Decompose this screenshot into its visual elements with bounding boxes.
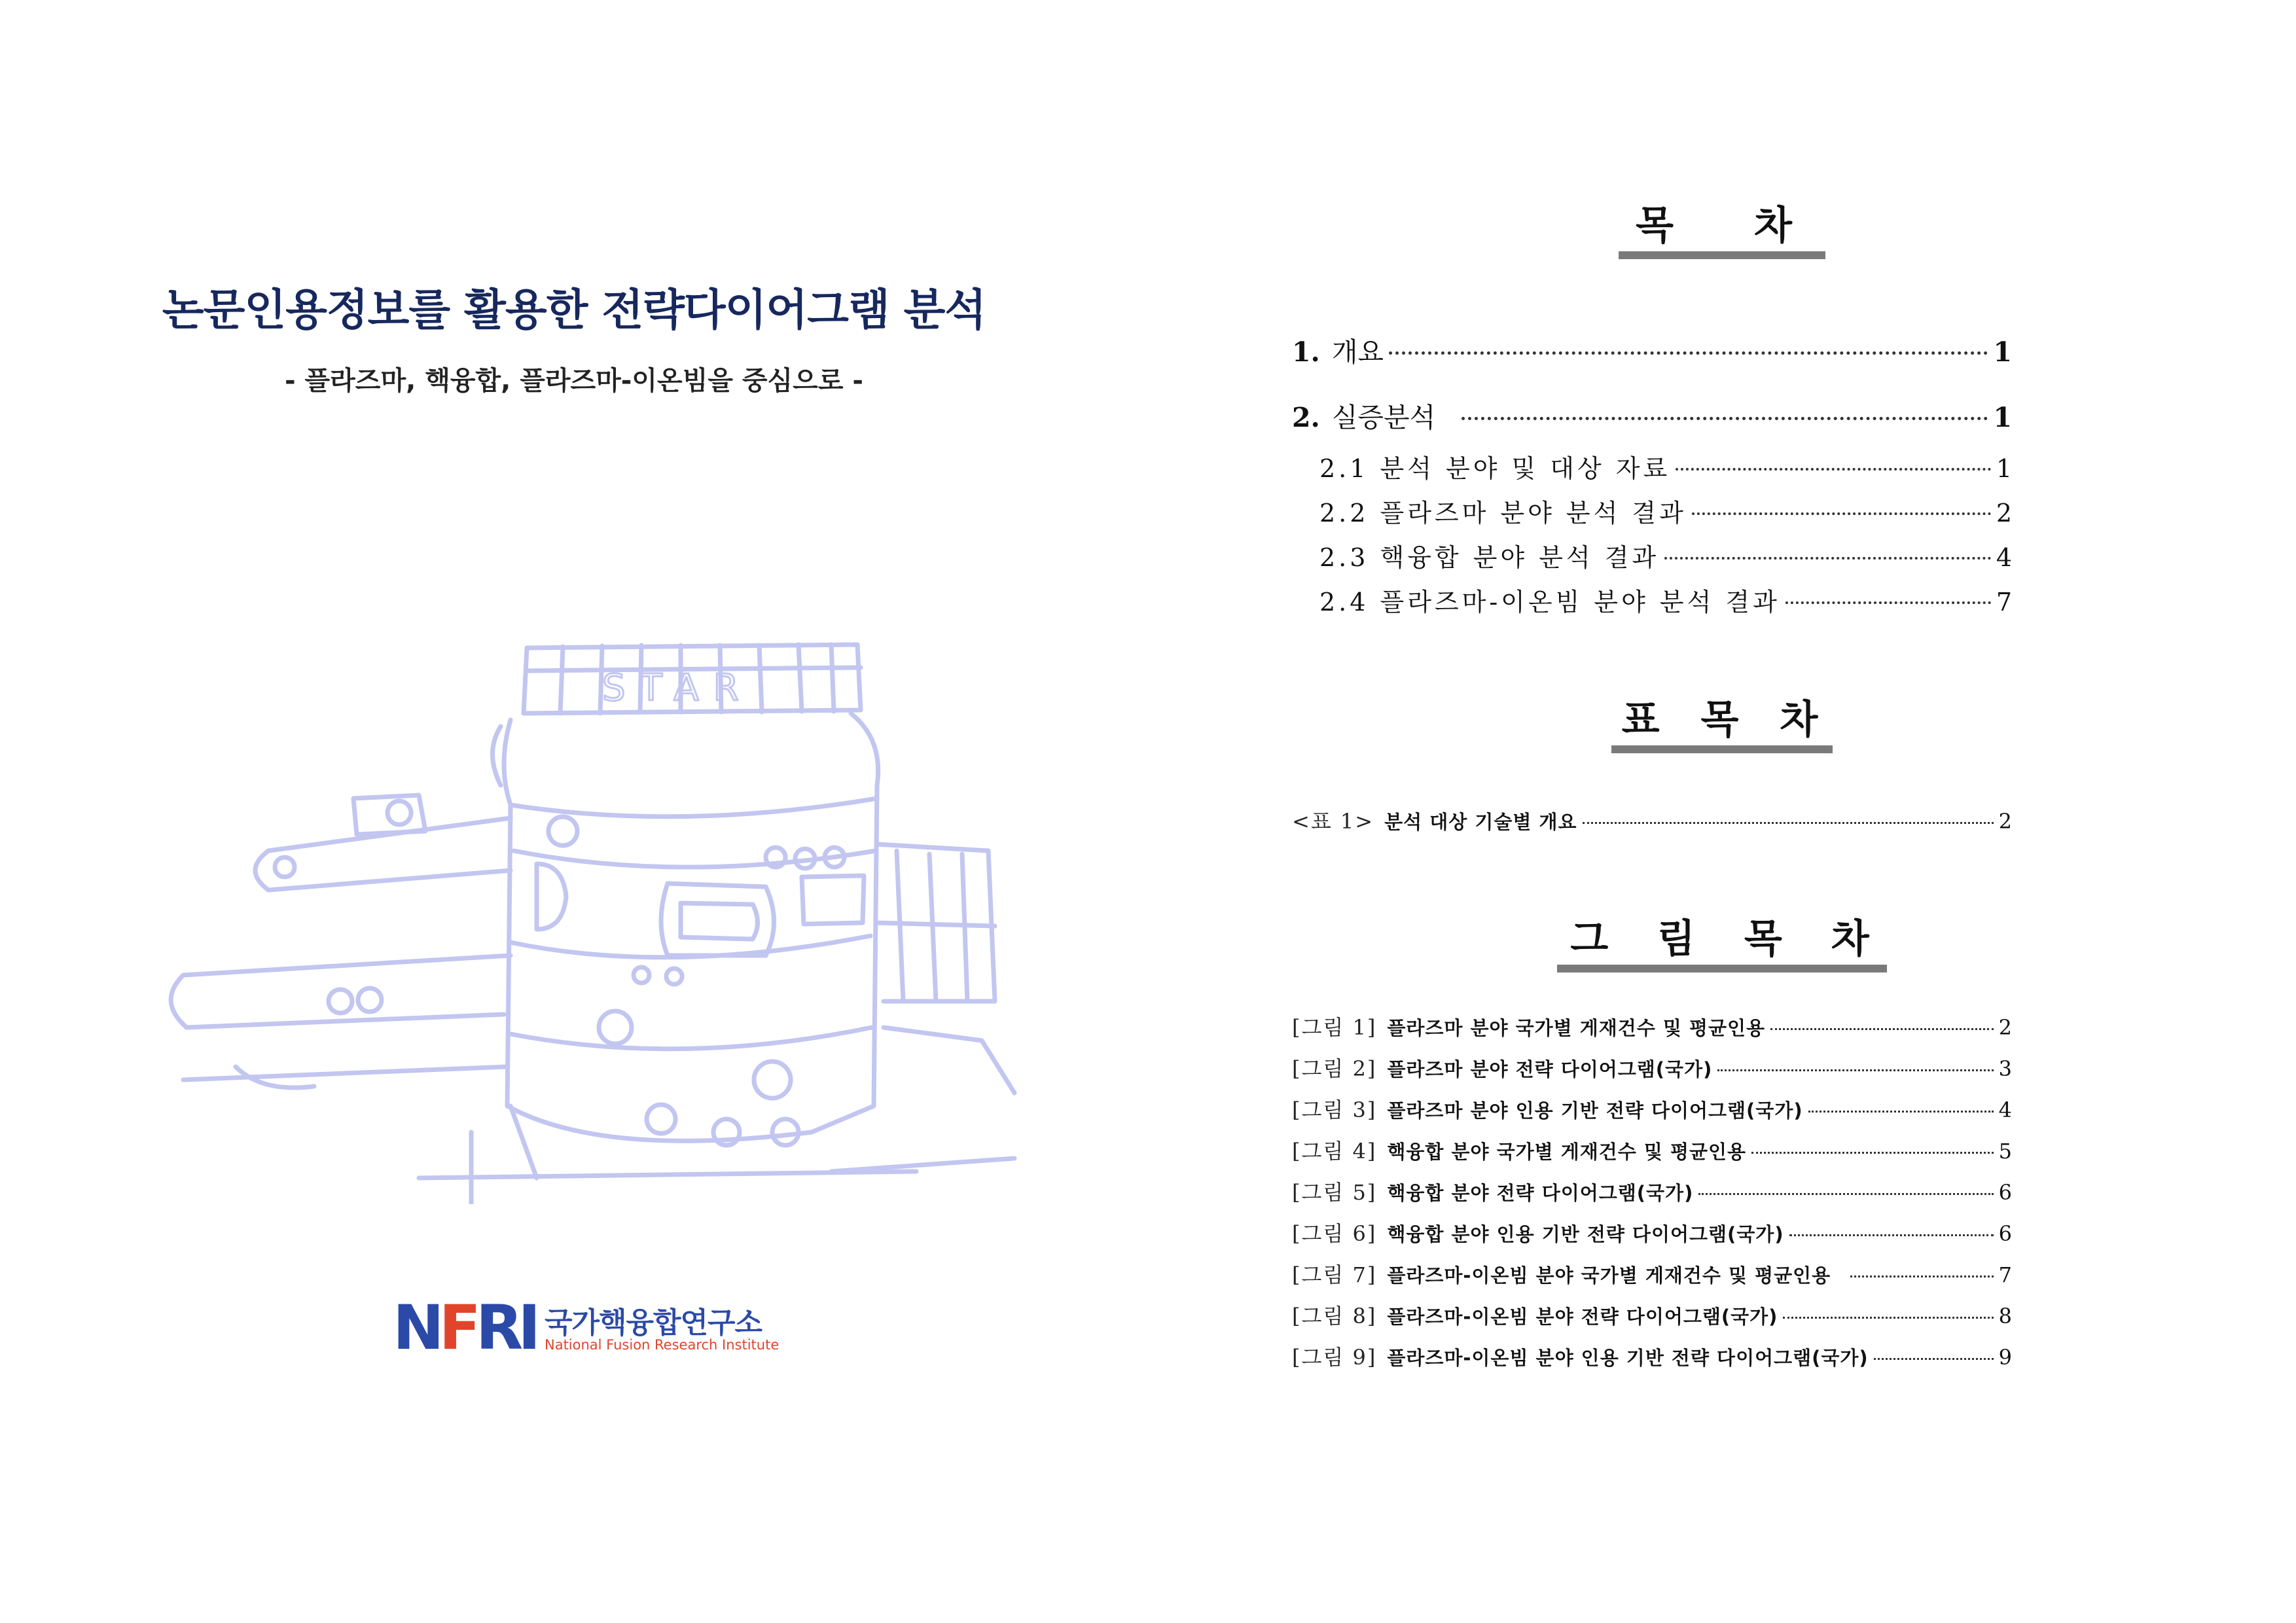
contents-page — [1148, 0, 2296, 1623]
toc-entry-sub[interactable] — [1319, 493, 2012, 529]
figure-toc-entry[interactable] — [1292, 1258, 2012, 1289]
toc-entry-page: 1 — [1993, 402, 2012, 433]
figure-page: 8 — [1998, 1304, 2012, 1329]
figure-page: 2 — [1998, 1015, 2012, 1040]
table-number: <표 1> — [1292, 809, 1374, 834]
toc-entry-label: 2.3 핵융합 분야 분석 결과 — [1319, 543, 1660, 572]
dot-leader — [1664, 557, 1991, 560]
toc-entry-page: 1 — [1993, 336, 2012, 368]
toc-heading: 목 차 — [1148, 203, 2296, 259]
figure-page: 3 — [1998, 1056, 2012, 1081]
figure-toc-heading: 그 림 목 차 — [1148, 916, 2296, 972]
toc-entry-page: 2 — [1996, 499, 2012, 527]
dot-leader — [1874, 1358, 1994, 1360]
figure-number: [그림 3] — [1292, 1097, 1377, 1122]
dot-leader — [1783, 1317, 1993, 1319]
toc-entry-number: 1. — [1292, 336, 1320, 368]
figure-number: [그림 7] — [1292, 1262, 1377, 1287]
toc-entry-sub[interactable] — [1319, 537, 2012, 573]
table-title: 분석 대상 기술별 개요 — [1384, 811, 1577, 833]
dot-leader — [1789, 1234, 1994, 1236]
figure-number: [그림 2] — [1292, 1056, 1377, 1081]
table-toc-heading: 표 목 차 — [1148, 697, 2296, 753]
logo-institute-name-korean: 국가핵융합연구소 — [545, 1306, 762, 1340]
toc-entry-label: 2.1 분석 분야 및 대상 자료 — [1319, 454, 1671, 483]
dot-leader — [1850, 1275, 1994, 1277]
figure-title: 플라즈마 분야 국가별 게재건수 및 평균인용 — [1387, 1017, 1766, 1039]
figure-title: 플라즈마-이온빔 분야 인용 기반 전략 다이어그램(국가) — [1387, 1347, 1869, 1369]
figure-toc-entry[interactable] — [1292, 1300, 2012, 1330]
toc-entry-main[interactable] — [1292, 396, 2012, 435]
toc-entry-label: 2.2 플라즈마 분야 분석 결과 — [1319, 499, 1687, 527]
figure-toc-entry[interactable] — [1292, 1135, 2012, 1165]
figure-toc-entry[interactable] — [1292, 1341, 2012, 1371]
document-title: 논문인용정보를 활용한 전략다이어그램 분석 — [162, 285, 986, 335]
table-page: 2 — [1998, 809, 2012, 834]
figure-number: [그림 5] — [1292, 1180, 1377, 1205]
figure-toc-entry[interactable] — [1292, 1011, 2012, 1041]
toc-entry-main[interactable] — [1292, 330, 2012, 369]
dot-leader — [1676, 468, 1991, 471]
figure-page: 4 — [1998, 1097, 2012, 1122]
tokamak-sketch-illustration — [144, 635, 1021, 1204]
figure-number: [그림 4] — [1292, 1139, 1377, 1164]
dot-leader — [1785, 601, 1991, 604]
toc-entry-sub[interactable] — [1319, 582, 2012, 618]
figure-toc-entry[interactable] — [1292, 1094, 2012, 1124]
table-toc-entry[interactable] — [1292, 805, 2012, 835]
dot-leader — [1751, 1152, 1994, 1154]
figure-title: 플라즈마 분야 전략 다이어그램(국가) — [1387, 1058, 1713, 1080]
dot-leader — [1692, 512, 1991, 515]
figure-number: [그림 6] — [1292, 1221, 1377, 1246]
logo-mark: NFRI — [393, 1293, 536, 1364]
toc-entry-page: 1 — [1996, 454, 2012, 483]
figure-number: [그림 8] — [1292, 1304, 1377, 1329]
figure-page: 7 — [1998, 1262, 2012, 1287]
toc-entry-sub[interactable] — [1319, 448, 2012, 484]
logo-institute-name-english: National Fusion Research Institute — [545, 1337, 780, 1353]
figure-page: 5 — [1998, 1139, 2012, 1164]
figure-page: 6 — [1998, 1180, 2012, 1205]
figure-title: 플라즈마 분야 인용 기반 전략 다이어그램(국가) — [1387, 1099, 1803, 1122]
figure-toc-entry[interactable] — [1292, 1176, 2012, 1206]
nfri-logo — [393, 1293, 785, 1364]
toc-entry-number: 2. — [1292, 402, 1320, 433]
dot-leader — [1698, 1193, 1993, 1195]
toc-entry-page: 7 — [1996, 588, 2012, 616]
figure-title: 핵융합 분야 국가별 게재건수 및 평균인용 — [1387, 1141, 1747, 1163]
dot-leader — [1770, 1028, 1994, 1030]
toc-entry-label: 2.4 플라즈마-이온빔 분야 분석 결과 — [1319, 588, 1780, 616]
figure-number: [그림 9] — [1292, 1345, 1377, 1370]
dot-leader — [1583, 822, 1994, 824]
toc-entry-page: 4 — [1996, 543, 2012, 572]
dot-leader — [1462, 417, 1988, 420]
figure-page: 9 — [1998, 1345, 2012, 1370]
dot-leader — [1808, 1111, 1994, 1113]
figure-title: 플라즈마-이온빔 분야 전략 다이어그램(국가) — [1387, 1306, 1778, 1328]
dot-leader — [1717, 1069, 1993, 1071]
figure-toc-entry[interactable] — [1292, 1217, 2012, 1247]
figure-title: 핵융합 분야 인용 기반 전략 다이어그램(국가) — [1387, 1223, 1784, 1245]
figure-title: 플라즈마-이온빔 분야 국가별 게재건수 및 평균인용 — [1387, 1264, 1831, 1287]
figure-page: 6 — [1998, 1221, 2012, 1246]
illustration-label: STAR — [602, 667, 753, 709]
figure-title: 핵융합 분야 전략 다이어그램(국가) — [1387, 1182, 1694, 1204]
figure-number: [그림 1] — [1292, 1015, 1377, 1040]
toc-entry-label: 개요 — [1331, 336, 1384, 368]
figure-toc-entry[interactable] — [1292, 1052, 2012, 1082]
toc-entry-label: 실증분석 — [1331, 402, 1436, 433]
document-subtitle: - 플라즈마, 핵융합, 플라즈마-이온빔을 중심으로 - — [285, 366, 863, 396]
dot-leader — [1389, 351, 1988, 355]
